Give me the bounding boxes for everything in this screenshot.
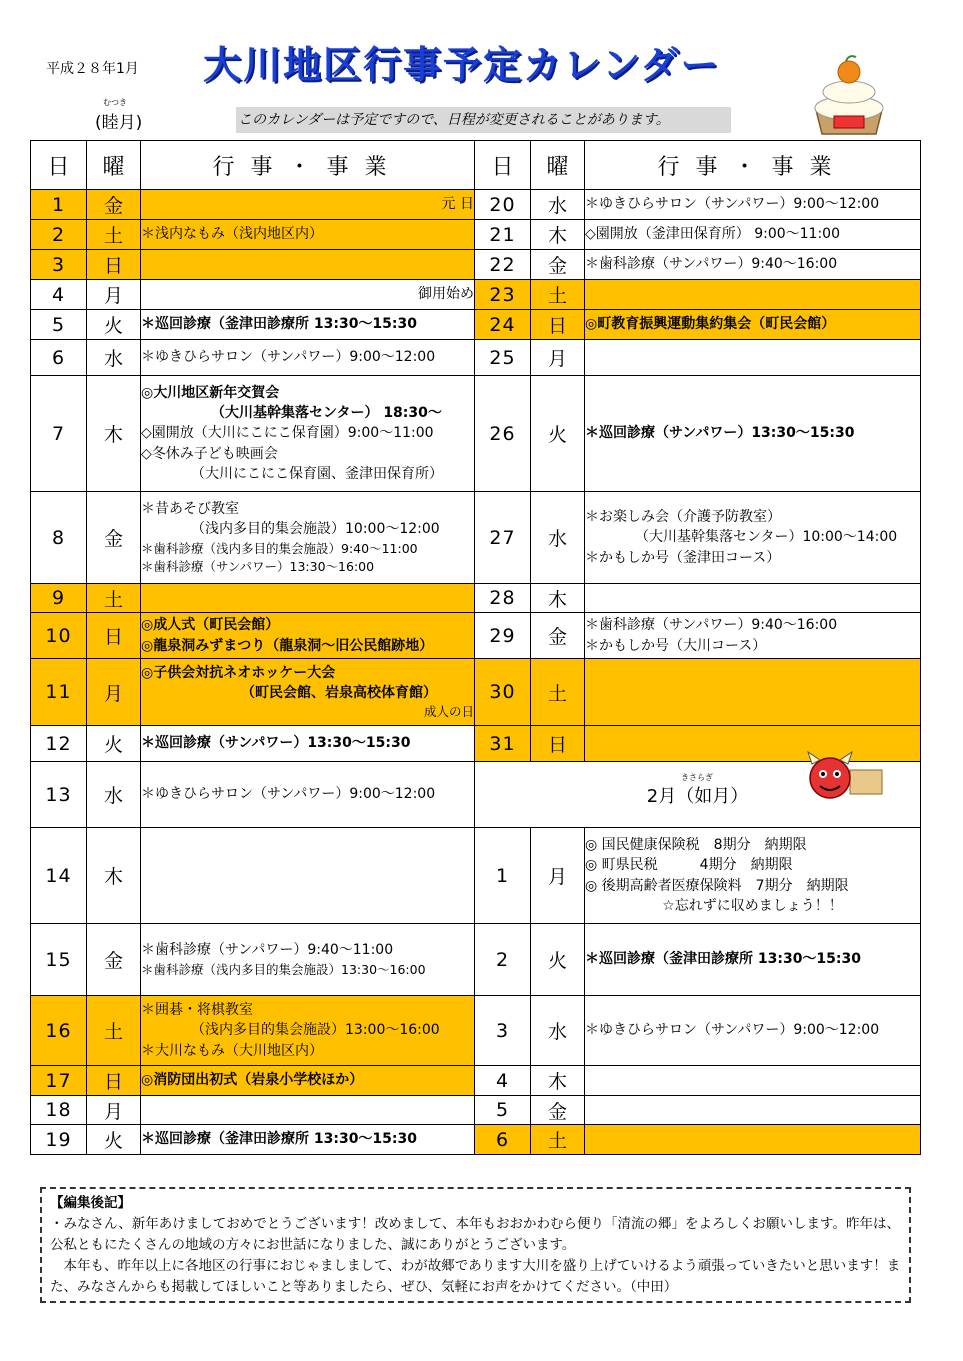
february-label: 2月（如月） xyxy=(646,785,749,807)
weekday-cell: 月 xyxy=(531,340,585,376)
weekday-cell: 水 xyxy=(531,190,585,220)
day-cell: 29 xyxy=(475,613,531,659)
weekday-cell: 土 xyxy=(531,659,585,726)
weekday-cell: 火 xyxy=(87,1125,141,1155)
day-cell: 23 xyxy=(475,280,531,310)
event-line: ＊お楽しみ会（介護予防教室） xyxy=(585,509,781,526)
day-cell: 1 xyxy=(31,190,87,220)
event-cell xyxy=(141,996,475,1066)
day-cell: 5 xyxy=(31,310,87,340)
weekday-cell: 火 xyxy=(531,376,585,492)
event-cell xyxy=(585,1066,921,1096)
event-cell xyxy=(585,492,921,584)
calendar-table xyxy=(30,140,921,1155)
header-day: 日 xyxy=(31,141,87,190)
table-row xyxy=(31,1066,921,1096)
day-cell: 11 xyxy=(31,659,87,726)
weekday-cell: 火 xyxy=(87,726,141,762)
event-cell xyxy=(585,996,921,1066)
weekday-cell: 日 xyxy=(87,1066,141,1096)
event-line: ＊歯科診療（サンパワー）9:40～16:00 xyxy=(585,256,838,273)
event-cell xyxy=(585,584,921,613)
event-line: ◎消防団出初式（岩泉小学校ほか） xyxy=(141,1072,364,1089)
event-cell xyxy=(141,1125,475,1155)
event-cell xyxy=(141,250,475,280)
event-cell xyxy=(141,310,475,340)
day-cell: 8 xyxy=(31,492,87,584)
event-line: ＊巡回診療（釜津田診療所 13:30～15:30 xyxy=(141,316,418,333)
weekday-cell: 土 xyxy=(531,1125,585,1155)
weekday-cell: 木 xyxy=(531,220,585,250)
day-cell: 20 xyxy=(475,190,531,220)
event-cell xyxy=(585,250,921,280)
day-cell: 13 xyxy=(31,762,87,828)
event-cell xyxy=(141,762,475,828)
event-line: ＊大川なもみ（大川地区内） xyxy=(141,1042,323,1059)
day-cell: 7 xyxy=(31,376,87,492)
event-cell xyxy=(585,376,921,492)
table-row xyxy=(31,584,921,613)
event-line: ◇園開放（大川にこにこ保育園）9:00～11:00 xyxy=(141,425,434,442)
editor-postscript xyxy=(40,1187,911,1303)
weekday-cell: 土 xyxy=(87,584,141,613)
event-cell xyxy=(141,924,475,996)
event-line: ◎龍泉洞みずまつり（龍泉洞～旧公民館跡地） xyxy=(141,637,434,654)
page-title: 大川地区行事予定カレンダー xyxy=(203,43,721,87)
weekday-cell: 土 xyxy=(531,280,585,310)
event-line: （町民会館、岩泉高校体育館） xyxy=(241,684,437,701)
day-cell: 10 xyxy=(31,613,87,659)
event-line: ◇冬休み子ども映画会 xyxy=(141,445,278,462)
day-cell: 17 xyxy=(31,1066,87,1096)
table-row xyxy=(31,190,921,220)
header-events: 行事・事業 xyxy=(585,141,921,190)
event-cell xyxy=(585,924,921,996)
event-line: ◎子供会対抗ネオホッケー大会 xyxy=(141,664,336,681)
table-row xyxy=(31,220,921,250)
event-line: ＊ゆきひらサロン（サンパワー）9:00～12:00 xyxy=(585,1022,880,1039)
table-row xyxy=(31,280,921,310)
table-row xyxy=(31,762,921,828)
event-cell xyxy=(585,220,921,250)
event-line: ☆忘れずに収めましょう！！ xyxy=(662,897,843,914)
event-cell xyxy=(141,492,475,584)
day-cell: 25 xyxy=(475,340,531,376)
event-cell xyxy=(585,340,921,376)
event-line: ＊歯科診療（サンパワー）9:40～16:00 xyxy=(585,617,838,634)
event-line: ＊ゆきひらサロン（サンパワー）9:00～12:00 xyxy=(141,786,436,803)
weekday-cell: 月 xyxy=(87,1096,141,1125)
event-line: ◎ 町県民税 4期分 納期限 xyxy=(585,857,793,874)
weekday-cell: 月 xyxy=(531,828,585,924)
event-line: ＊浅内なもみ（浅内地区内） xyxy=(141,226,323,243)
event-cell xyxy=(141,220,475,250)
table-row xyxy=(31,340,921,376)
weekday-cell: 木 xyxy=(531,584,585,613)
event-line: 成人の日 xyxy=(423,704,474,720)
header-day: 日 xyxy=(475,141,531,190)
event-line: ◎成人式（町民会館） xyxy=(141,617,280,634)
weekday-cell: 木 xyxy=(87,828,141,924)
event-cell xyxy=(585,659,921,726)
day-cell: 9 xyxy=(31,584,87,613)
table-row xyxy=(31,1125,921,1155)
day-cell: 12 xyxy=(31,726,87,762)
day-cell: 15 xyxy=(31,924,87,996)
table-row xyxy=(31,924,921,996)
month-name: (睦月) xyxy=(95,113,143,133)
event-cell xyxy=(141,1096,475,1125)
day-cell: 3 xyxy=(475,996,531,1066)
weekday-cell: 日 xyxy=(531,310,585,340)
event-line: 御用始め xyxy=(418,286,474,303)
day-cell: 28 xyxy=(475,584,531,613)
event-cell xyxy=(585,828,921,924)
day-cell: 6 xyxy=(475,1125,531,1155)
weekday-cell: 金 xyxy=(531,613,585,659)
table-row xyxy=(31,613,921,659)
table-row xyxy=(31,250,921,280)
event-cell xyxy=(141,613,475,659)
event-cell xyxy=(585,280,921,310)
table-row xyxy=(31,1096,921,1125)
day-cell: 26 xyxy=(475,376,531,492)
day-cell: 5 xyxy=(475,1096,531,1125)
event-cell xyxy=(141,659,475,726)
day-cell: 2 xyxy=(475,924,531,996)
weekday-cell: 水 xyxy=(531,996,585,1066)
header-weekday: 曜 xyxy=(531,141,585,190)
weekday-cell: 金 xyxy=(87,492,141,584)
event-line: （大川にこにこ保育園、釜津田保育所） xyxy=(191,465,443,482)
table-row xyxy=(31,828,921,924)
event-line: （浅内多目的集会施設）10:00～12:00 xyxy=(191,521,440,538)
event-line: ◎大川地区新年交賀会 xyxy=(141,384,280,401)
weekday-cell: 火 xyxy=(87,310,141,340)
weekday-cell: 月 xyxy=(87,659,141,726)
event-line: ◎町教育振興運動集約集会（町民会館） xyxy=(585,316,836,333)
day-cell: 6 xyxy=(31,340,87,376)
event-line: ＊巡回診療（サンパワー）13:30～15:30 xyxy=(141,735,411,752)
event-line: ＊巡回診療（釜津田診療所 13:30～15:30 xyxy=(585,951,862,968)
event-line: ＊歯科診療（サンパワー）13:30～16:00 xyxy=(141,558,375,574)
table-row xyxy=(31,659,921,726)
event-cell xyxy=(585,1125,921,1155)
postscript-paragraph: 本年も、昨年以上に各地区の行事におじゃましまして、わが故郷であります大川を盛り上げていけるよう頑張っていきたいと思います！また、みなさんからも掲載してほしいこと等ありましたら、ぜひ、気軽にお声をかけてください。（中田） xyxy=(50,1257,901,1295)
event-cell xyxy=(141,828,475,924)
event-line: （大川基幹集落センター） 18:30～ xyxy=(211,405,442,422)
day-cell: 16 xyxy=(31,996,87,1066)
event-line: ＊ゆきひらサロン（サンパワー）9:00～12:00 xyxy=(141,349,436,366)
weekday-cell: 日 xyxy=(531,726,585,762)
table-row xyxy=(31,376,921,492)
weekday-cell: 水 xyxy=(87,340,141,376)
weekday-cell: 水 xyxy=(531,492,585,584)
day-cell: 24 xyxy=(475,310,531,340)
day-cell: 22 xyxy=(475,250,531,280)
event-cell xyxy=(141,340,475,376)
event-line: ＊巡回診療（釜津田診療所 13:30～15:30 xyxy=(141,1131,418,1148)
event-cell xyxy=(141,280,475,310)
weekday-cell: 火 xyxy=(531,924,585,996)
table-header-row xyxy=(31,141,921,190)
day-cell: 27 xyxy=(475,492,531,584)
event-cell xyxy=(141,584,475,613)
weekday-cell: 日 xyxy=(87,613,141,659)
event-cell xyxy=(141,190,475,220)
event-line: ＊ゆきひらサロン（サンパワー）9:00～12:00 xyxy=(585,196,880,213)
event-cell xyxy=(141,1066,475,1096)
event-line: ＊歯科診療（サンパワー）9:40～11:00 xyxy=(141,942,394,959)
weekday-cell: 金 xyxy=(531,1096,585,1125)
table-row xyxy=(31,492,921,584)
table-row xyxy=(31,726,921,762)
day-cell: 2 xyxy=(31,220,87,250)
event-line: （浅内多目的集会施設）13:00～16:00 xyxy=(191,1022,440,1039)
notice-banner: このカレンダーは予定ですので、日程が変更されることがあります。 xyxy=(236,107,731,133)
day-cell: 18 xyxy=(31,1096,87,1125)
era-label: 平成２８年1月 xyxy=(46,61,139,77)
postscript-heading: 【編集後記】 xyxy=(50,1195,131,1211)
kagami-mochi-icon xyxy=(806,50,892,136)
weekday-cell: 金 xyxy=(531,250,585,280)
event-cell xyxy=(141,376,475,492)
weekday-cell: 日 xyxy=(87,250,141,280)
header-weekday: 曜 xyxy=(87,141,141,190)
event-cell xyxy=(585,613,921,659)
event-line: ＊囲碁・将棋教室 xyxy=(141,1002,253,1019)
event-line: ＊巡回診療（サンパワー）13:30～15:30 xyxy=(585,425,855,442)
day-cell: 1 xyxy=(475,828,531,924)
weekday-cell: 土 xyxy=(87,220,141,250)
day-cell: 30 xyxy=(475,659,531,726)
postscript-paragraph: ・みなさん、新年あけましておめでとうございます！改めまして、本年もおおかわむら便り「清流の郷」をよろしくお願いします。昨年は、公私ともにたくさんの地域の方々にお世話になりました、誠にありがとうございます。 xyxy=(50,1215,900,1253)
day-cell: 4 xyxy=(475,1066,531,1096)
weekday-cell: 木 xyxy=(87,376,141,492)
event-line: ＊歯科診療（浅内多目的集会施設）13:30～16:00 xyxy=(141,961,426,977)
weekday-cell: 金 xyxy=(87,190,141,220)
february-ruby: きさらぎ xyxy=(681,773,713,782)
event-cell xyxy=(585,190,921,220)
day-cell: 14 xyxy=(31,828,87,924)
day-cell: 4 xyxy=(31,280,87,310)
weekday-cell: 土 xyxy=(87,996,141,1066)
day-cell: 3 xyxy=(31,250,87,280)
header-events: 行事・事業 xyxy=(141,141,475,190)
event-cell xyxy=(585,1096,921,1125)
table-row xyxy=(31,310,921,340)
month-label xyxy=(95,98,143,133)
event-line: ◎ 国民健康保険税 8期分 納期限 xyxy=(585,836,807,853)
event-cell xyxy=(585,310,921,340)
weekday-cell: 木 xyxy=(531,1066,585,1096)
event-line: ◎ 後期高齢者医療保険料 7期分 納期限 xyxy=(585,877,849,894)
event-line: ＊歯科診療（浅内多目的集会施設）9:40～11:00 xyxy=(141,540,418,556)
weekday-cell: 水 xyxy=(87,762,141,828)
day-cell: 21 xyxy=(475,220,531,250)
event-line: ◇園開放（釜津田保育所） 9:00～11:00 xyxy=(585,226,841,243)
table-row xyxy=(31,996,921,1066)
event-line: （大川基幹集落センター）10:00～14:00 xyxy=(635,529,898,546)
event-line: 元 日 xyxy=(441,196,474,213)
event-line: ＊昔あそび教室 xyxy=(141,501,239,518)
weekday-cell: 月 xyxy=(87,280,141,310)
day-cell: 31 xyxy=(475,726,531,762)
day-cell: 19 xyxy=(31,1125,87,1155)
event-cell xyxy=(141,726,475,762)
event-line: ＊かもしか号（大川コース） xyxy=(585,637,767,654)
month-ruby: むつき xyxy=(103,98,127,107)
oni-mask-icon xyxy=(790,748,890,806)
weekday-cell: 金 xyxy=(87,924,141,996)
event-line: ＊かもしか号（釜津田コース） xyxy=(585,549,781,566)
